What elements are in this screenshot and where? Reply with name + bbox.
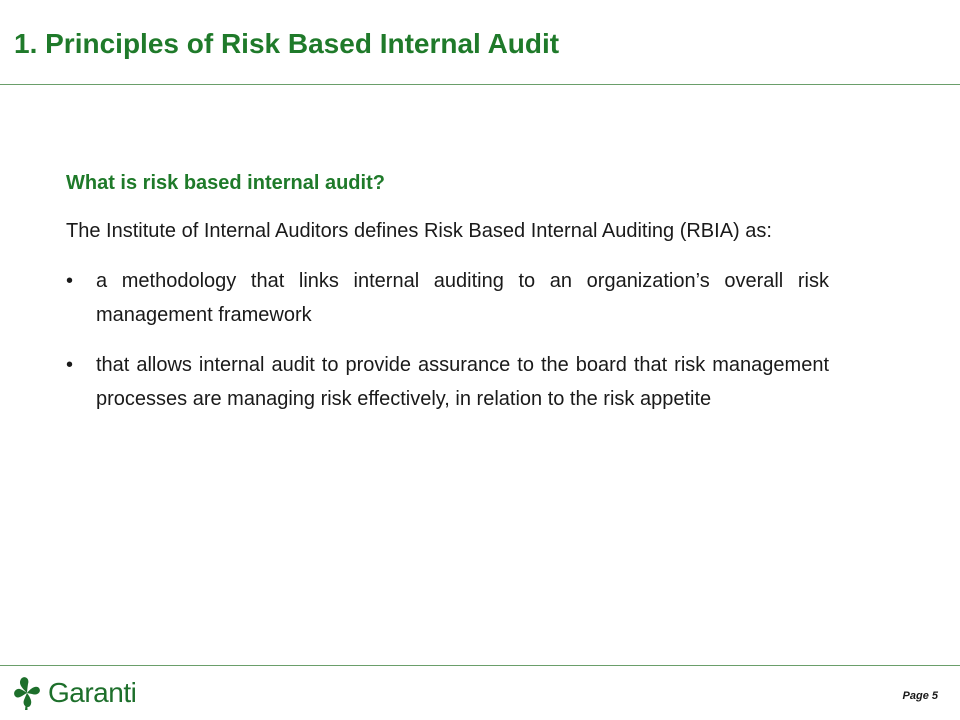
bullet-item (66, 348, 829, 416)
definition-intro: The Institute of Internal Auditors defines Risk Based Internal Auditing (RBIA) as: (66, 220, 772, 242)
title-divider (0, 84, 960, 85)
brand-name: Garanti (48, 677, 137, 708)
bullet-marker: • (66, 354, 74, 376)
bullet-item (66, 264, 829, 332)
garanti-logo (12, 676, 136, 710)
definition-bullets (66, 264, 829, 416)
slide-title: 1. Principles of Risk Based Internal Audit (14, 28, 560, 59)
section-question: What is risk based internal audit? (66, 172, 385, 194)
bullet-marker: • (66, 270, 74, 292)
slide-content (66, 166, 829, 432)
clover-leaf-icon (12, 676, 42, 710)
footer-divider (0, 665, 960, 666)
page-number: Page 5 (902, 690, 938, 702)
bullet-text: a methodology that links internal auditing to an organization’s overall risk management framework (96, 270, 829, 326)
bullet-text: that allows internal audit to provide assurance to the board that risk management processes are managing risk effectively, in relation to the risk appetite (96, 354, 829, 410)
